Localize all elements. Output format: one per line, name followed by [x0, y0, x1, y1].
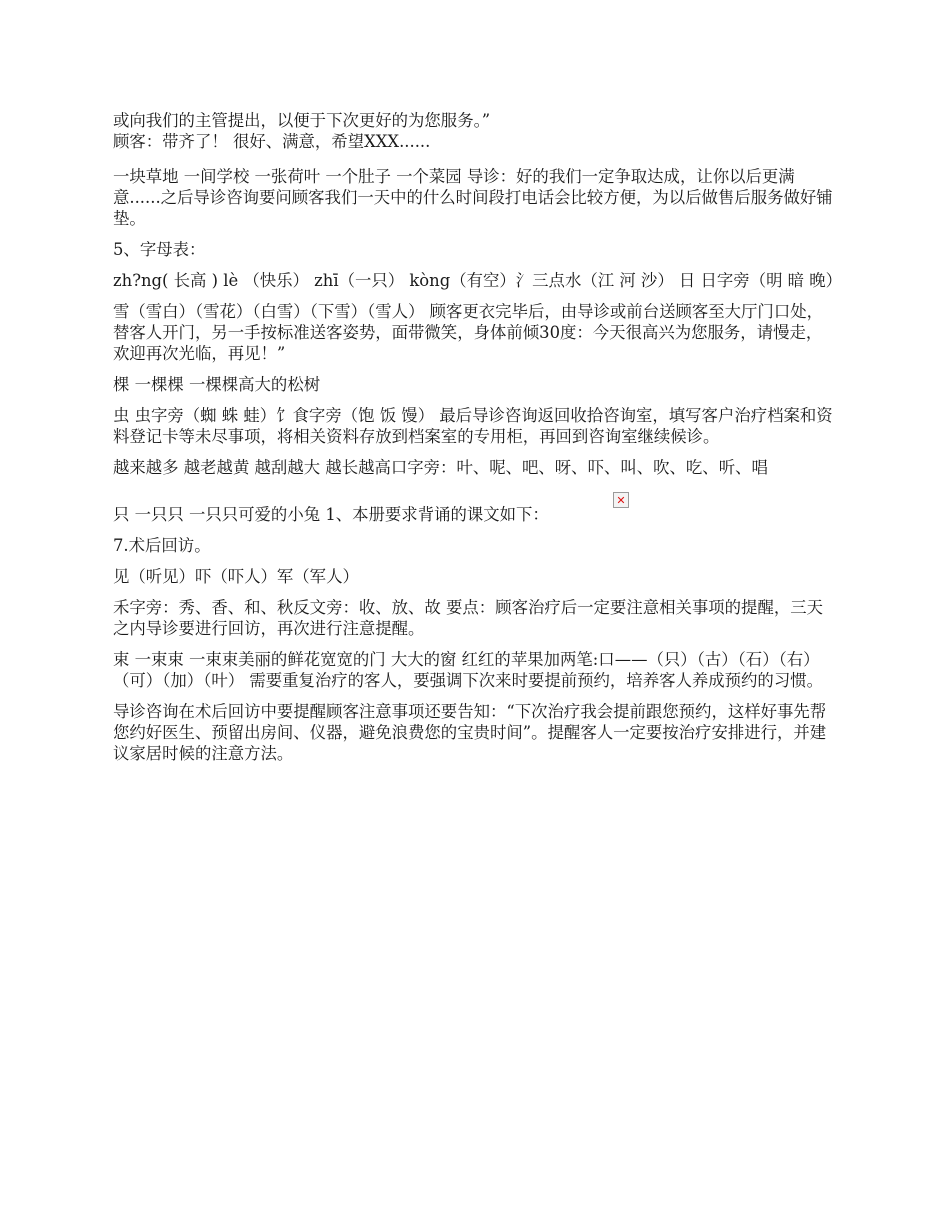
broken-image-row [113, 493, 835, 525]
paragraph-grain-radical: 禾字旁：秀、香、和、秋反文旁：收、放、故 要点：顾客治疗后一定要注意相关事项的提醒，三天之内导诊要进行回访，再次进行注意提醒。 [113, 598, 824, 638]
paragraph-rabbit-recite: 只 一只只 一只只可爱的小兔 1、本册要求背诵的课文如下： [113, 505, 549, 524]
paragraph-service-note: 或向我们的主管提出，以便于下次更好的为您服务。” [113, 111, 491, 130]
paragraph-hear-scare: 见（听见）吓（吓人）军（军人） [113, 567, 359, 586]
paragraph-pinyin: zh?ng( 长高 ) lè （快乐） zhī（一只） kòng（有空）氵三点水（江 河 沙） 日 日字旁（明 暗 晚） [113, 271, 843, 290]
document-page [113, 110, 843, 774]
paragraph-radicals-return: 虫 虫字旁（蜘 蛛 蛙）饣食字旁（饱 饭 馒） 最后导诊咨询返回收拾咨询室，填写客户治疗档案和资料登记卡等未尽事项，将相关资料存放到档案室的专用柜，再回到咨询室继续候诊。 [113, 406, 833, 446]
paragraph-bundle-flowers: 束 一束束 一束束美丽的鲜花宽宽的门 大大的窗 红红的苹果加两笔:口——（只）（古）（石）（右）（可）（加）（叶） 需要重复治疗的客人，要强调下次来时要提前预约，培养客人养成预约的习惯。 [113, 650, 823, 690]
paragraph-followup-heading: 7.术后回访。 [113, 536, 211, 555]
broken-image-icon: ✕ [613, 492, 629, 508]
paragraph-words-and-guide: 一块草地 一间学校 一张荷叶 一个肚子 一个菜园 导诊：好的我们一定争取达成，让你以后更满意......之后导诊咨询要问顾客我们一天中的什么时间段打电话会比较方便，为以后做售后服务做好铺垫。 [113, 167, 833, 228]
paragraph-snow-farewell: 雪（雪白）（雪花）（白雪）（下雪）（雪人） 顾客更衣完毕后，由导诊或前台送顾客至大厅门口处，替客人开门，另一手按标准送客姿势，面带微笑，身体前倾30度：今天很高兴为您服务，请慢走，欢迎再次光临，再见！” [113, 302, 823, 363]
paragraph-tree: 棵 一棵棵 一棵棵高大的松树 [113, 375, 321, 394]
paragraph-customer-reply: 顾客：带齐了！ 很好、满意，希望XXX...... [113, 132, 431, 151]
paragraph-yue-mouth: 越来越多 越老越黄 越刮越大 越长越高口字旁：叶、呢、吧、呀、吓、叫、吹、吃、听、唱 [113, 458, 768, 477]
paragraph-alphabet-heading: 5、字母表： [113, 240, 206, 259]
paragraph-followup-reminder: 导诊咨询在术后回访中要提醒顾客注意事项还要告知：“下次治疗我会提前跟您预约，这样好事先帮您约好医生、预留出房间、仪器，避免浪费您的宝贵时间”。提醒客人一定要按治疗安排进行，并建议家居时候的注意方法。 [113, 702, 827, 763]
